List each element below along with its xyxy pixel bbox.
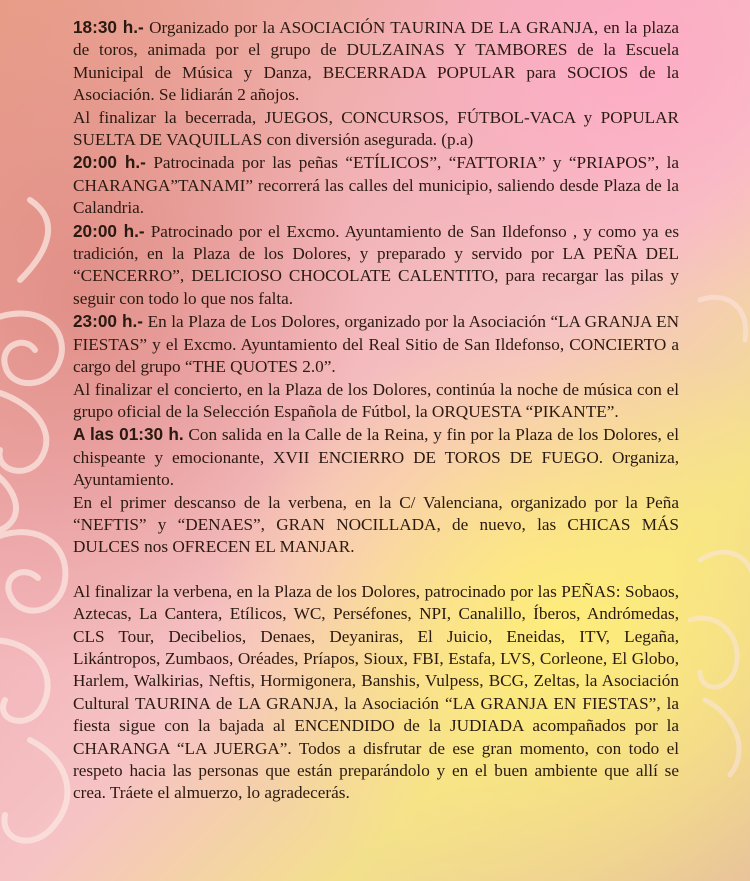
paragraph-5 — [73, 310, 679, 378]
event-time: 23:00 h.- — [73, 311, 144, 332]
event-time: 20:00 h.- — [73, 220, 145, 241]
event-text: En el primer descanso de la verbena, en la C/ Valenciana, organizado por la Peña “NEFTIS” y “DENAES”, GRAN NOCILLADA, de nuevo, las CHICAS MÁS DULCES nos OFRECEN EL MANJAR. — [73, 492, 679, 557]
event-text: Organizado por la ASOCIACIÓN TAURINA DE LA GRANJA, en la plaza de toros, animada por el grupo de DULZAINAS Y TAMBORES de la Escuela Municipal de Música y Danza, BECERRADA POPULAR para SOCIOS de la Asociación. Se lidiarán 2 añojos. — [73, 18, 680, 105]
event-time: 18:30 h.- — [73, 17, 144, 37]
event-text: Con salida en la Calle de la Reina, y fin por la Plaza de los Dolores, el chispeante y emocionante, XVII ENCIERRO DE TOROS DE FUEGO. Organiza, Ayuntamiento. — [73, 425, 679, 490]
event-text: Patrocinada por las peñas “ETÍLICOS”, “FATTORIA” y “PRIAPOS”, la CHARANGA”TANAMI” recorrerá las calles del municipio, saliendo desde Plaza de la Calandria. — [73, 153, 679, 218]
paragraph-1 — [73, 16, 679, 107]
paragraph-4 — [73, 220, 679, 311]
event-time: 20:00 h.- — [73, 152, 146, 173]
event-text: Al finalizar la becerrada, JUEGOS, CONCURSOS, FÚTBOL-VACA y POPULAR SUELTA DE VAQUILLAS con diversión asegurada. (p.a) — [73, 107, 679, 150]
event-text: En la Plaza de Los Dolores, organizado por la Asociación “LA GRANJA EN FIESTAS” y el Excmo. Ayuntamiento del Real Sitio de San Ildefonso, CONCIERTO a cargo del grupo “THE QUOTES 2.0”. — [73, 312, 680, 377]
paragraph-8 — [73, 492, 679, 559]
closing-paragraph: Al finalizar la verbena, en la Plaza de los Dolores, patrocinado por las PEÑAS: Sobaos, Aztecas, La Cantera, Etílicos, WC, Perséfones, NPI, Canalillo, Íberos, Andrómedas, CLS Tour, Decibelios, Denaes, Deyaniras, El Juicio, Eneidas, ITV, Legaña, Likántropos, Zumbaos, Oréades, Príapos, Sioux, FBI, Estafa, LVS, Corleone, El Globo, Harlem, Walkirias, Neftis, Hormigonera, Banshis, Vulpess, BCG, Zeltas, la Asociación Cultural TAURINA de LA GRANJA, la Asociación “LA GRANJA EN FIESTAS”, la fiesta sigue con la bajada al ENCENDIDO de la JUDIADA acompañados por la CHARANGA “LA JUERGA”. Todos a disfrutar de ese gran momento, con todo el respeto hacia las personas que están preparándolo y en el buen ambiente que allí se crea. Tráete el almuerzo, lo agradecerás. — [73, 581, 679, 803]
program-page — [73, 16, 679, 805]
paragraph-3 — [73, 151, 679, 219]
paragraph-6 — [73, 379, 679, 424]
event-text: Patrocinado por el Excmo. Ayuntamiento de San Ildefonso , y como ya es tradición, en la Plaza de los Dolores, y preparado y servido por LA PEÑA DEL “CENCERRO”, DELICIOSO CHOCOLATE CALENTITO, para recargar las pilas y seguir con todo lo que nos falta. — [73, 221, 680, 308]
event-text: Al finalizar el concierto, en la Plaza de los Dolores, continúa la noche de música con el grupo oficial de la Selección Española de Fútbol, la ORQUESTA “PIKANTE”. — [73, 379, 679, 421]
event-time: A las 01:30 h. — [73, 424, 184, 445]
paragraph-7 — [73, 423, 679, 491]
paragraph-2 — [73, 107, 679, 152]
spacer — [73, 559, 679, 581]
